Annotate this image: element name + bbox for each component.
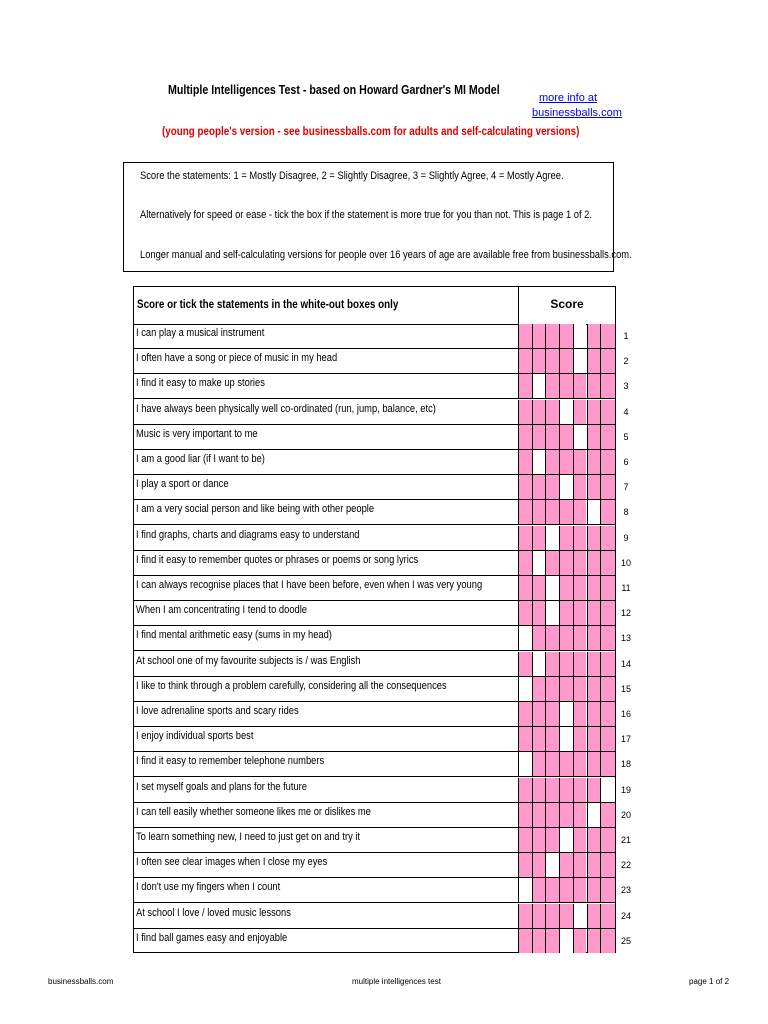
score-input-box[interactable] <box>600 778 615 802</box>
score-shaded-box <box>518 450 532 474</box>
instruction-versions: Longer manual and self-calculating versions for people over 16 years of age are available free from businessballs.com. <box>140 249 632 261</box>
score-shaded-box <box>559 778 573 802</box>
score-shaded-box <box>587 324 601 348</box>
row-number: 21 <box>620 835 631 845</box>
table-row <box>134 828 615 853</box>
score-input-box[interactable] <box>559 727 573 751</box>
score-shaded-box <box>532 626 546 650</box>
table-row <box>134 551 615 576</box>
score-input-box[interactable] <box>573 425 587 449</box>
score-shaded-box <box>532 878 546 902</box>
score-shaded-box <box>600 374 615 398</box>
score-shaded-box <box>587 727 601 751</box>
score-shaded-box <box>559 626 573 650</box>
score-shaded-box <box>559 349 573 373</box>
score-shaded-box <box>532 929 546 953</box>
score-shaded-box <box>600 803 615 827</box>
statement-text: I set myself goals and plans for the future <box>136 780 307 793</box>
score-input-box[interactable] <box>518 677 532 701</box>
score-shaded-box <box>545 828 559 852</box>
statement-text: I have always been physically well co-ordinated (run, jump, balance, etc) <box>136 402 436 415</box>
table-row <box>134 929 615 954</box>
score-shaded-box <box>559 652 573 676</box>
score-shaded-box <box>573 778 587 802</box>
row-number: 24 <box>620 910 631 921</box>
statement-text: At school I love / loved music lessons <box>136 906 291 919</box>
score-shaded-box <box>545 475 559 499</box>
more-info-link[interactable] <box>532 91 622 121</box>
score-shaded-box <box>559 425 573 449</box>
table-row <box>134 677 615 702</box>
score-shaded-box <box>600 324 615 348</box>
statement-text: I enjoy individual sports best <box>136 730 254 743</box>
score-shaded-box <box>573 400 587 424</box>
table-row <box>134 702 615 727</box>
score-shaded-box <box>518 576 532 600</box>
score-shaded-box <box>518 778 532 802</box>
row-number: 11 <box>621 583 631 593</box>
score-shaded-box <box>587 853 601 877</box>
row-number: 5 <box>623 431 629 442</box>
score-shaded-box <box>518 425 532 449</box>
score-input-box[interactable] <box>559 828 573 852</box>
row-number: 22 <box>620 860 631 871</box>
footer-page: page 1 of 2 <box>689 977 730 986</box>
more-info-line1[interactable]: more info at <box>538 92 598 104</box>
score-shaded-box <box>559 878 573 902</box>
score-shaded-box <box>600 853 615 877</box>
row-number: 1 <box>623 331 629 341</box>
score-shaded-box <box>545 652 559 676</box>
table-row <box>134 601 615 626</box>
row-number: 4 <box>623 406 629 417</box>
score-shaded-box <box>518 324 532 348</box>
score-shaded-box <box>532 778 546 802</box>
row-number: 23 <box>620 885 631 896</box>
score-shaded-box <box>518 904 532 928</box>
score-shaded-box <box>573 727 587 751</box>
score-shaded-box <box>559 601 573 625</box>
score-shaded-box <box>573 878 587 902</box>
statement-text: I play a sport or dance <box>136 478 229 491</box>
score-shaded-box <box>545 677 559 701</box>
score-shaded-box <box>518 526 532 550</box>
row-number: 8 <box>623 507 629 518</box>
score-shaded-box <box>545 778 559 802</box>
score-shaded-box <box>545 450 559 474</box>
score-shaded-box <box>600 727 615 751</box>
score-shaded-box <box>587 425 601 449</box>
score-shaded-box <box>532 677 546 701</box>
score-shaded-box <box>600 601 615 625</box>
row-number: 20 <box>620 809 631 820</box>
table-row <box>134 626 615 651</box>
table-row <box>134 425 615 450</box>
score-shaded-box <box>545 702 559 726</box>
score-shaded-box <box>573 374 587 398</box>
score-shaded-box <box>545 727 559 751</box>
statement-text: I often have a song or piece of music in my head <box>136 352 338 365</box>
score-input-box[interactable] <box>573 904 587 928</box>
score-shaded-box <box>518 601 532 625</box>
statement-text: I can always recognise places that I have been before, even when I was very young <box>136 579 483 591</box>
score-input-box[interactable] <box>573 324 587 348</box>
score-shaded-box <box>559 450 573 474</box>
score-shaded-box <box>573 475 587 499</box>
score-shaded-box <box>587 652 601 676</box>
score-shaded-box <box>532 803 546 827</box>
score-shaded-box <box>573 929 587 953</box>
score-shaded-box <box>600 551 615 575</box>
statement-text: I can tell easily whether someone likes me or dislikes me <box>136 805 371 818</box>
row-number: 12 <box>620 608 631 619</box>
score-shaded-box <box>573 677 587 701</box>
table-row <box>134 904 615 929</box>
score-shaded-box <box>600 425 615 449</box>
row-number: 6 <box>623 457 629 467</box>
score-shaded-box <box>518 929 532 953</box>
score-input-box[interactable] <box>559 929 573 953</box>
score-shaded-box <box>559 853 573 877</box>
score-shaded-box <box>532 828 546 852</box>
statement-text: I like to think through a problem carefully, considering all the consequences <box>136 679 447 692</box>
score-shaded-box <box>600 349 615 373</box>
score-input-box[interactable] <box>545 526 559 550</box>
page-title: Multiple Intelligences Test - based on Howard Gardner's MI Model <box>168 82 500 97</box>
score-input-box[interactable] <box>559 702 573 726</box>
score-shaded-box <box>545 500 559 524</box>
score-shaded-box <box>532 576 546 600</box>
row-number: 17 <box>620 734 631 745</box>
score-shaded-box <box>518 652 532 676</box>
score-shaded-box <box>559 752 573 776</box>
score-shaded-box <box>518 400 532 424</box>
score-shaded-box <box>532 425 546 449</box>
row-number: 16 <box>620 709 631 719</box>
table-row <box>134 853 615 878</box>
footer-site: businessballs.com <box>48 977 114 986</box>
score-shaded-box <box>518 853 532 877</box>
score-shaded-box <box>573 526 587 550</box>
instructions-box <box>123 162 632 272</box>
score-shaded-box <box>600 576 615 600</box>
page-subtitle: (young people's version - see businessballs.com for adults and self-calculating versions) <box>162 124 580 138</box>
table-row <box>134 475 615 500</box>
score-input-box[interactable] <box>518 626 532 650</box>
score-input-box[interactable] <box>559 400 573 424</box>
table-row <box>134 752 615 777</box>
score-shaded-box <box>545 400 559 424</box>
score-shaded-box <box>587 626 601 650</box>
score-shaded-box <box>518 374 532 398</box>
score-shaded-box <box>545 626 559 650</box>
score-shaded-box <box>545 425 559 449</box>
row-number: 14 <box>620 658 631 669</box>
row-number: 9 <box>623 532 629 543</box>
score-shaded-box <box>587 778 601 802</box>
table-row <box>134 652 615 677</box>
statement-text: I find it easy to remember quotes or phrases or poems or song lyrics <box>136 553 419 566</box>
score-shaded-box <box>600 450 615 474</box>
score-input-box[interactable] <box>532 652 546 676</box>
score-shaded-box <box>600 677 615 701</box>
table-row <box>134 878 615 903</box>
statement-text: I don't use my fingers when I count <box>136 881 281 894</box>
score-shaded-box <box>573 626 587 650</box>
score-shaded-box <box>518 500 532 524</box>
score-shaded-box <box>545 752 559 776</box>
score-shaded-box <box>559 551 573 575</box>
score-shaded-box <box>545 374 559 398</box>
score-shaded-box <box>587 551 601 575</box>
score-shaded-box <box>518 803 532 827</box>
score-shaded-box <box>518 702 532 726</box>
score-shaded-box <box>532 853 546 877</box>
score-shaded-box <box>600 400 615 424</box>
statement-text: To learn something new, I need to just get on and try it <box>136 831 361 843</box>
more-info-line2[interactable]: businessballs.com <box>532 107 622 119</box>
score-shaded-box <box>587 450 601 474</box>
score-input-box[interactable] <box>587 803 601 827</box>
score-shaded-box <box>532 324 546 348</box>
score-shaded-box <box>587 349 601 373</box>
score-shaded-box <box>532 752 546 776</box>
score-shaded-box <box>587 526 601 550</box>
table-row <box>134 778 615 803</box>
statement-text: I find mental arithmetic easy (sums in my head) <box>136 629 332 642</box>
instruction-scoring: Score the statements: 1 = Mostly Disagree, 2 = Slightly Disagree, 3 = Slightly Agree, 4 = Mostly Agree. <box>140 170 564 182</box>
score-shaded-box <box>600 475 615 499</box>
score-shaded-box <box>559 576 573 600</box>
score-shaded-box <box>587 702 601 726</box>
score-shaded-box <box>573 828 587 852</box>
score-input-box[interactable] <box>532 450 546 474</box>
header-score: Score <box>550 297 584 311</box>
score-shaded-box <box>573 702 587 726</box>
score-shaded-box <box>545 904 559 928</box>
row-number: 3 <box>623 381 629 392</box>
statements-table <box>133 286 616 953</box>
row-number: 13 <box>620 633 631 644</box>
score-shaded-box <box>559 677 573 701</box>
score-shaded-box <box>545 878 559 902</box>
row-number: 19 <box>620 784 631 795</box>
score-shaded-box <box>532 601 546 625</box>
instruction-tick: Alternatively for speed or ease - tick the box if the statement is more true for you than not. This is page 1 of 2. <box>140 209 592 221</box>
score-shaded-box <box>545 803 559 827</box>
table-row <box>134 526 615 551</box>
score-input-box[interactable] <box>518 752 532 776</box>
statement-text: I find it easy to make up stories <box>136 377 265 390</box>
score-shaded-box <box>532 702 546 726</box>
score-shaded-box <box>587 677 601 701</box>
score-shaded-box <box>573 752 587 776</box>
score-shaded-box <box>600 526 615 550</box>
score-shaded-box <box>559 324 573 348</box>
score-shaded-box <box>587 904 601 928</box>
statement-text: Music is very important to me <box>136 427 258 440</box>
score-shaded-box <box>600 500 615 524</box>
score-input-box[interactable] <box>587 500 601 524</box>
row-number: 7 <box>623 482 629 493</box>
statement-text: At school one of my favourite subjects is / was English <box>136 654 361 667</box>
statement-text: I find it easy to remember telephone numbers <box>136 755 325 768</box>
table-row <box>134 450 615 475</box>
table-row <box>134 803 615 828</box>
score-shaded-box <box>559 526 573 550</box>
score-shaded-box <box>600 652 615 676</box>
statement-text: When I am concentrating I tend to doodle <box>136 604 308 617</box>
header-instructions: Score or tick the statements in the white-out boxes only <box>137 297 399 311</box>
score-input-box[interactable] <box>545 601 559 625</box>
statement-text: I often see clear images when I close my eyes <box>136 856 328 869</box>
row-number: 10 <box>620 557 631 568</box>
score-input-box[interactable] <box>545 853 559 877</box>
score-shaded-box <box>545 551 559 575</box>
statement-text: I am a good liar (if I want to be) <box>136 453 265 465</box>
score-input-box[interactable] <box>573 349 587 373</box>
score-shaded-box <box>587 400 601 424</box>
score-shaded-box <box>532 526 546 550</box>
statement-text: I love adrenaline sports and scary rides <box>136 705 299 717</box>
score-input-box[interactable] <box>532 374 546 398</box>
score-shaded-box <box>518 349 532 373</box>
row-number: 18 <box>620 759 631 770</box>
score-shaded-box <box>518 828 532 852</box>
score-shaded-box <box>587 601 601 625</box>
score-shaded-box <box>532 500 546 524</box>
score-shaded-box <box>545 324 559 348</box>
table-row <box>134 349 615 374</box>
score-shaded-box <box>532 475 546 499</box>
score-shaded-box <box>600 878 615 902</box>
score-shaded-box <box>532 904 546 928</box>
score-shaded-box <box>559 803 573 827</box>
score-shaded-box <box>573 601 587 625</box>
score-input-box[interactable] <box>559 475 573 499</box>
table-header <box>134 287 615 325</box>
score-shaded-box <box>518 475 532 499</box>
score-shaded-box <box>600 929 615 953</box>
score-shaded-box <box>573 803 587 827</box>
score-input-box[interactable] <box>545 576 559 600</box>
score-input-box[interactable] <box>532 551 546 575</box>
score-shaded-box <box>532 349 546 373</box>
score-shaded-box <box>545 929 559 953</box>
score-shaded-box <box>600 828 615 852</box>
score-shaded-box <box>518 727 532 751</box>
table-row <box>134 500 615 525</box>
table-row <box>134 576 615 601</box>
score-shaded-box <box>600 626 615 650</box>
score-shaded-box <box>587 929 601 953</box>
score-shaded-box <box>559 500 573 524</box>
score-shaded-box <box>545 349 559 373</box>
score-shaded-box <box>573 500 587 524</box>
table-row <box>134 727 615 752</box>
statement-text: I find graphs, charts and diagrams easy to understand <box>136 528 360 541</box>
score-input-box[interactable] <box>518 878 532 902</box>
score-shaded-box <box>587 475 601 499</box>
score-shaded-box <box>600 904 615 928</box>
statement-text: I can play a musical instrument <box>136 327 265 339</box>
score-shaded-box <box>559 374 573 398</box>
score-shaded-box <box>559 904 573 928</box>
score-shaded-box <box>600 702 615 726</box>
score-shaded-box <box>600 752 615 776</box>
score-shaded-box <box>587 576 601 600</box>
table-row <box>134 324 615 349</box>
score-shaded-box <box>573 853 587 877</box>
statement-text: I find ball games easy and enjoyable <box>136 931 288 944</box>
table-row <box>134 400 615 425</box>
footer-doc-title: multiple intelligences test <box>352 977 441 986</box>
score-shaded-box <box>587 828 601 852</box>
score-shaded-box <box>573 576 587 600</box>
score-shaded-box <box>587 878 601 902</box>
score-shaded-box <box>518 551 532 575</box>
table-row <box>134 374 615 399</box>
score-shaded-box <box>573 450 587 474</box>
score-shaded-box <box>587 374 601 398</box>
row-number: 2 <box>623 356 629 367</box>
statement-text: I am a very social person and like being with other people <box>136 503 375 516</box>
score-shaded-box <box>532 727 546 751</box>
score-shaded-box <box>587 752 601 776</box>
score-shaded-box <box>532 400 546 424</box>
score-shaded-box <box>573 551 587 575</box>
score-shaded-box <box>573 652 587 676</box>
row-number: 15 <box>620 683 631 694</box>
row-number: 25 <box>620 935 631 946</box>
